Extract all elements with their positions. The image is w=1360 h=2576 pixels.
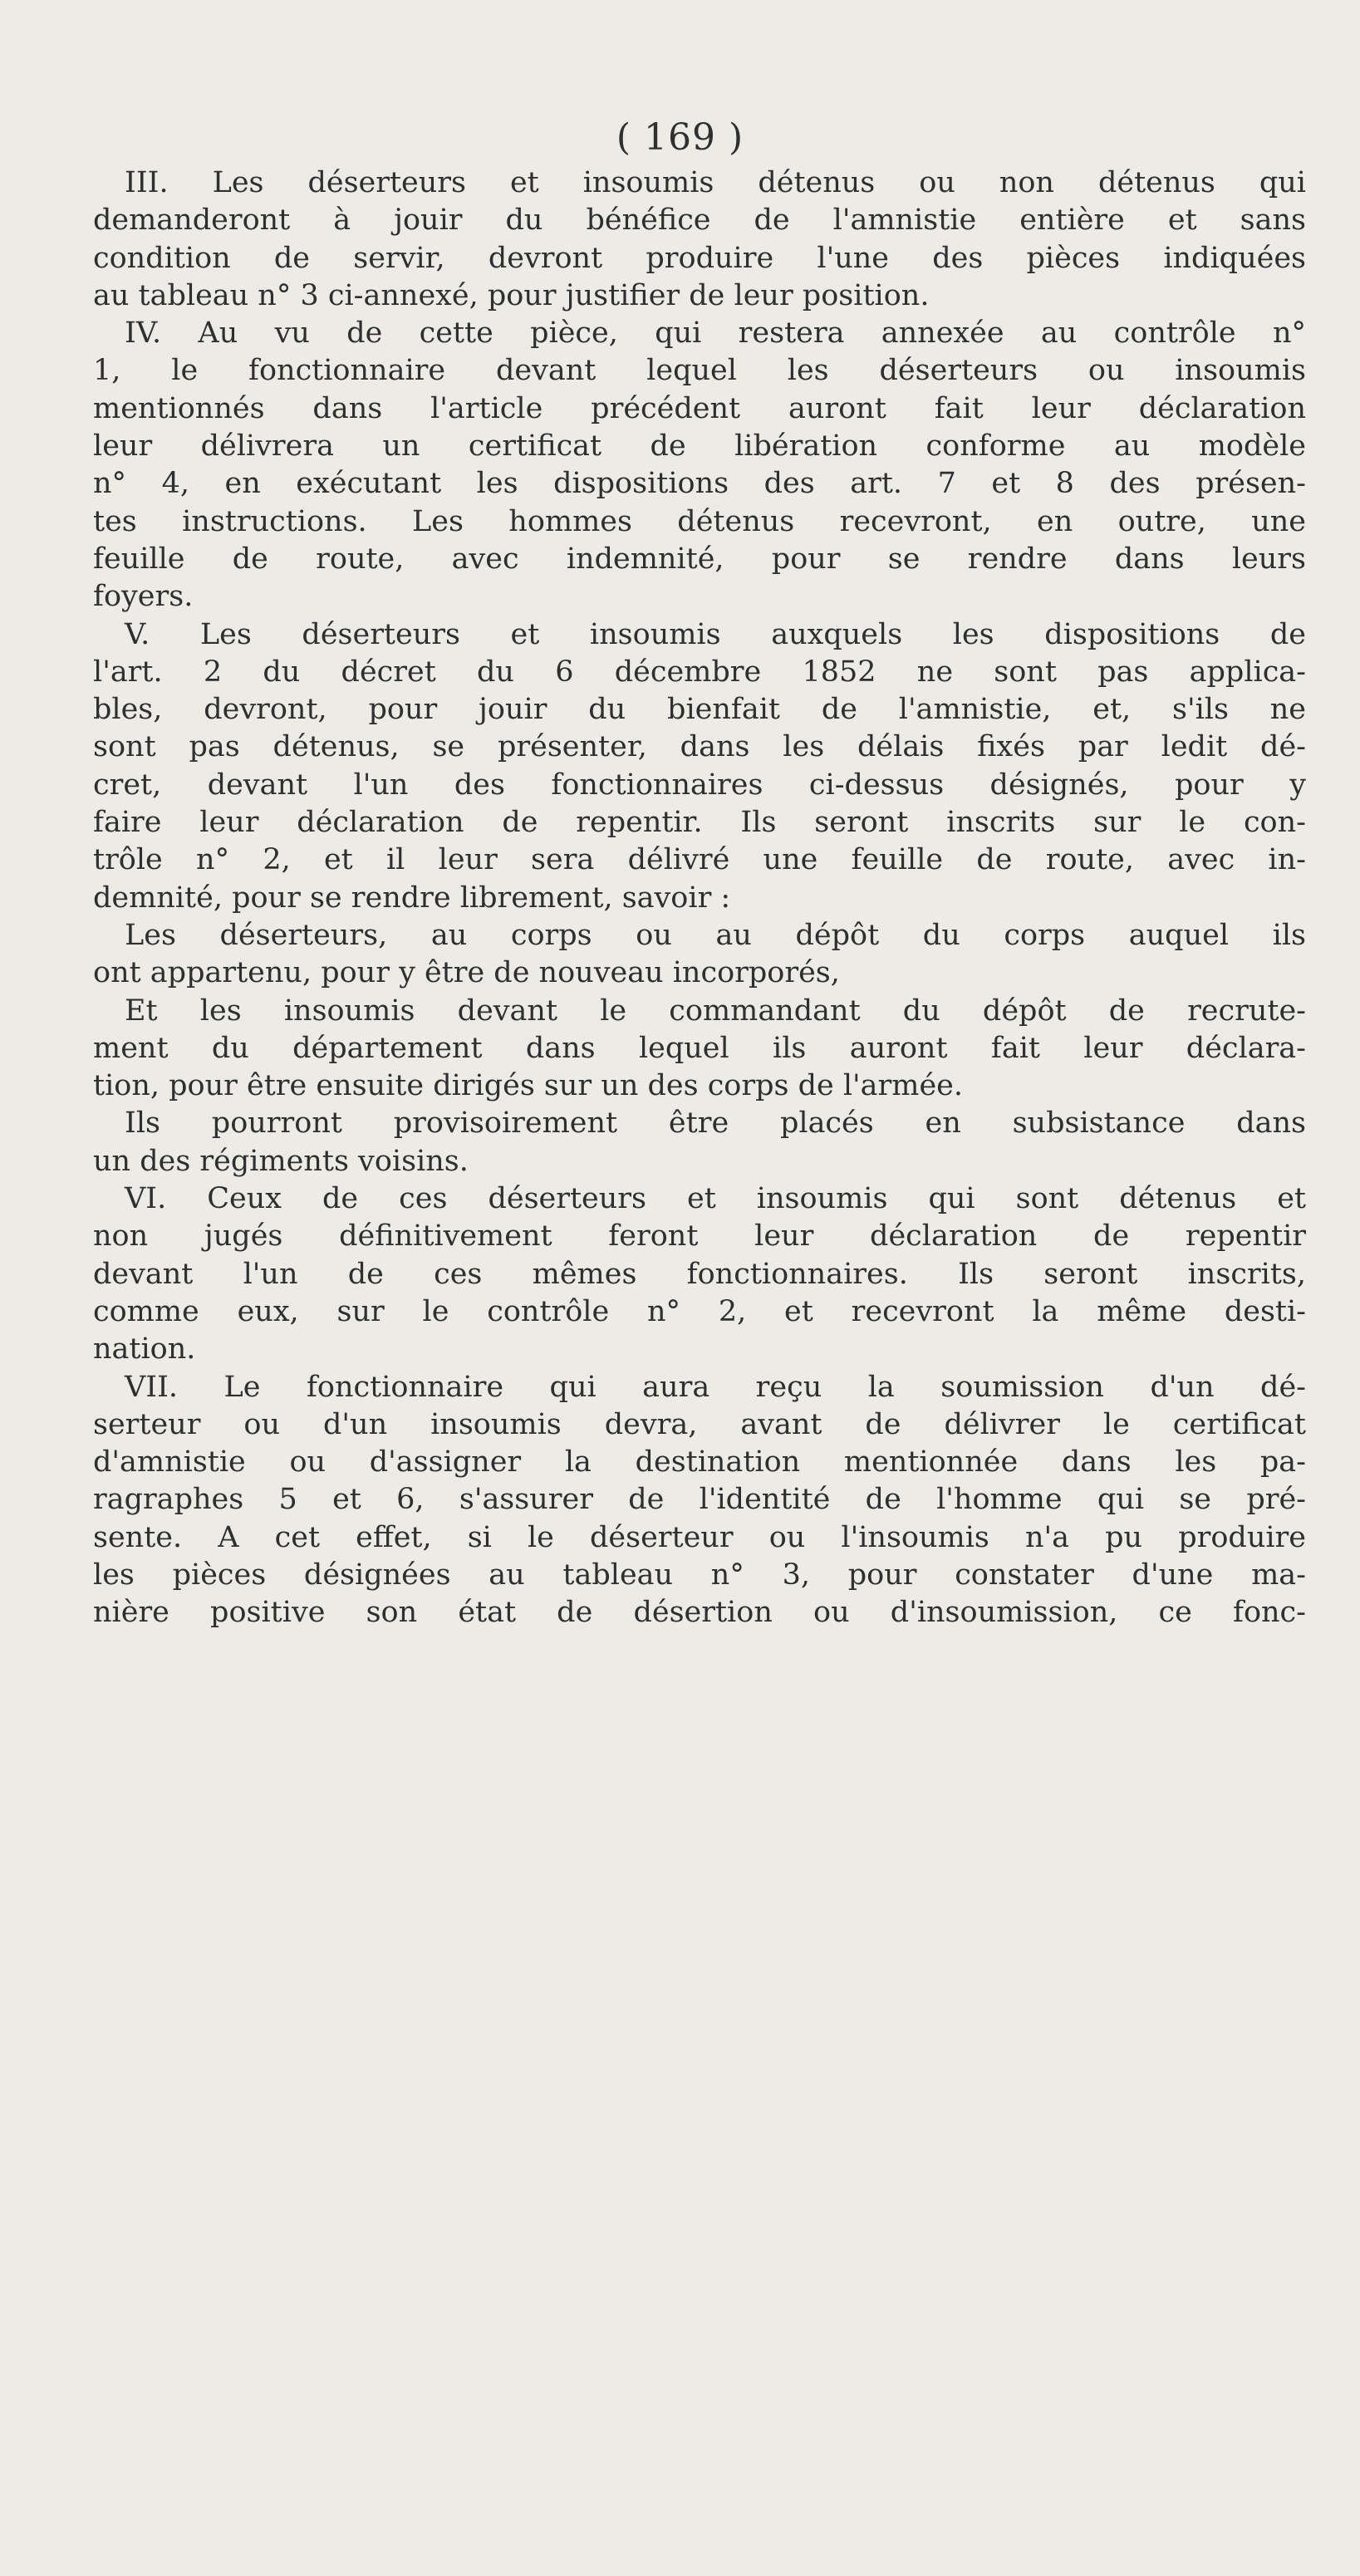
text-line: faire leur déclaration de repentir. Ils seront inscrits sur le con- bbox=[93, 806, 1306, 840]
text-line: tion, pour être ensuite dirigés sur un des corps de l'armée. bbox=[93, 1069, 963, 1103]
text-line: sont pas détenus, se présenter, dans les délais fixés par ledit dé- bbox=[93, 730, 1306, 764]
text-line: ragraphes 5 et 6, s'assurer de l'identité de l'homme qui se pré- bbox=[93, 1483, 1306, 1517]
text-line: cret, devant l'un des fonctionnaires ci-dessus désignés, pour y bbox=[93, 768, 1306, 802]
text-line: Ils pourront provisoirement être placés en subsistance dans bbox=[125, 1106, 1306, 1141]
text-line: n° 4, en exécutant les dispositions des art. 7 et 8 des présen- bbox=[93, 467, 1306, 501]
text-line: au tableau n° 3 ci-annexé, pour justifier de leur position. bbox=[93, 278, 930, 312]
text-line: mentionnés dans l'article précédent auront fait leur déclaration bbox=[93, 391, 1306, 425]
text-line: demnité, pour se rendre librement, savoir : bbox=[93, 881, 731, 915]
text-line: les pièces désignées au tableau n° 3, pour constater d'une ma- bbox=[93, 1558, 1306, 1592]
text-line: sente. A cet effet, si le déserteur ou l'insoumis n'a pu produire bbox=[93, 1520, 1306, 1554]
text-line: nation. bbox=[93, 1332, 196, 1367]
text-line: VII. Le fonctionnaire qui aura reçu la soumission d'un dé- bbox=[125, 1370, 1306, 1404]
text-line: trôle n° 2, et il leur sera délivré une feuille de route, avec in- bbox=[93, 843, 1306, 877]
text-line: bles, devront, pour jouir du bienfait de l'amnistie, et, s'ils ne bbox=[93, 693, 1306, 727]
text-line: IV. Au vu de cette pièce, qui restera annexée au contrôle n° bbox=[125, 316, 1306, 351]
text-line: un des régiments voisins. bbox=[93, 1144, 469, 1178]
text-line: ont appartenu, pour y être de nouveau incorporés, bbox=[93, 956, 840, 990]
page-number: ( 169 ) bbox=[616, 116, 744, 159]
text-line: nière positive son état de désertion ou d'insoumission, ce fonc- bbox=[93, 1596, 1306, 1630]
text-line: ment du département dans lequel ils auront fait leur déclara- bbox=[93, 1031, 1306, 1065]
body-text bbox=[93, 164, 1306, 1632]
text-line: foyers. bbox=[93, 580, 194, 614]
text-line: l'art. 2 du décret du 6 décembre 1852 ne sont pas applica- bbox=[93, 655, 1306, 689]
text-line: demanderont à jouir du bénéfice de l'amnistie entière et sans bbox=[93, 204, 1306, 238]
text-line: Et les insoumis devant le commandant du dépôt de recrute- bbox=[125, 994, 1306, 1028]
text-line: leur délivrera un certificat de libération conforme au modèle bbox=[93, 429, 1306, 464]
text-line: feuille de route, avec indemnité, pour se rendre dans leurs bbox=[93, 542, 1306, 576]
text-line: 1, le fonctionnaire devant lequel les déserteurs ou insoumis bbox=[93, 354, 1306, 388]
text-line: d'amnistie ou d'assigner la destination mentionnée dans les pa- bbox=[93, 1445, 1306, 1479]
text-line: III. Les déserteurs et insoumis détenus ou non détenus qui bbox=[125, 166, 1306, 199]
text-line: tes instructions. Les hommes détenus recevront, en outre, une bbox=[93, 504, 1306, 538]
text-line: serteur ou d'un insoumis devra, avant de délivrer le certificat bbox=[93, 1407, 1306, 1441]
text-line: devant l'un de ces mêmes fonctionnaires. Ils seront inscrits, bbox=[93, 1257, 1306, 1291]
text-line: non jugés définitivement feront leur déclaration de repentir bbox=[93, 1219, 1306, 1254]
text-line: V. Les déserteurs et insoumis auxquels les dispositions de bbox=[125, 617, 1306, 651]
text-line: Les déserteurs, au corps ou au dépôt du corps auquel ils bbox=[125, 918, 1306, 952]
text-line: VI. Ceux de ces déserteurs et insoumis qui sont détenus et bbox=[125, 1182, 1306, 1216]
text-line: condition de servir, devront produire l'une des pièces indiquées bbox=[93, 241, 1306, 275]
text-line: comme eux, sur le contrôle n° 2, et recevront la même desti- bbox=[93, 1294, 1306, 1328]
